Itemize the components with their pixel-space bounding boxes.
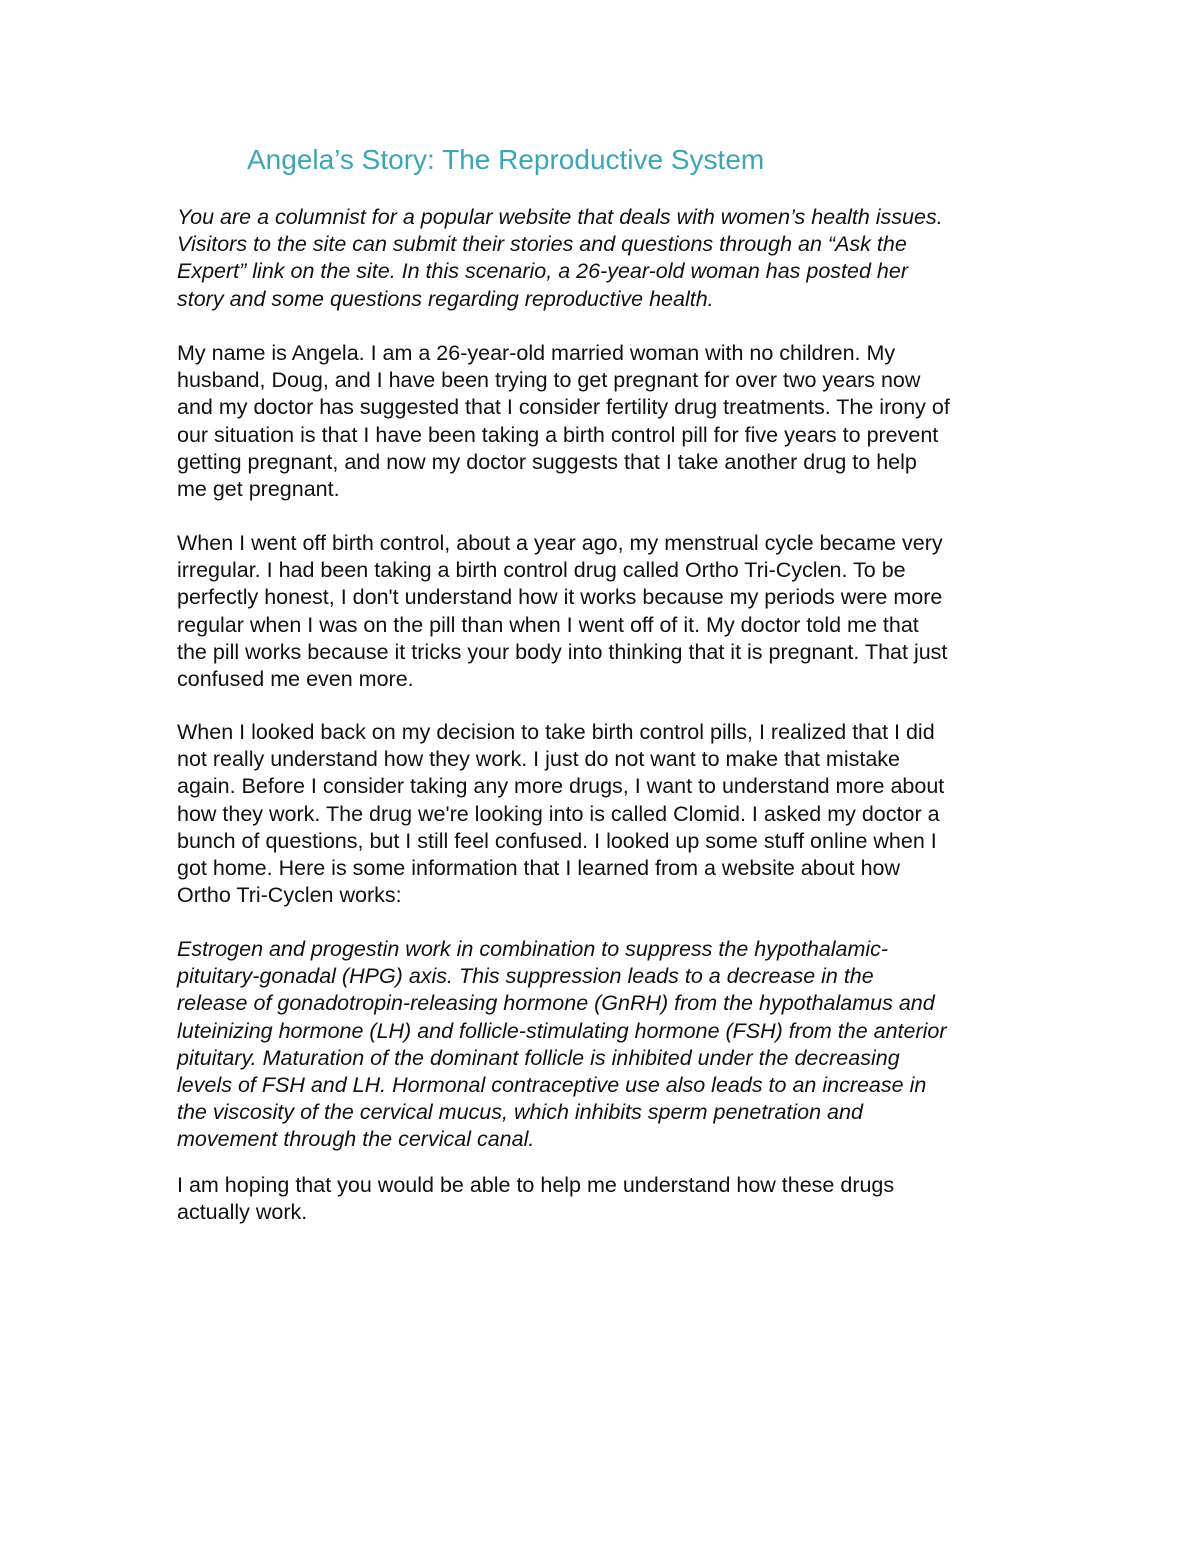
- text-line: pituitary. Maturation of the dominant follicle is inhibited under the decreasing: [177, 1045, 900, 1070]
- text-line: actually work.: [177, 1200, 308, 1225]
- text-line: Expert” link on the site. In this scenario, a 26-year-old woman has posted her: [177, 259, 908, 284]
- text-line: release of gonadotropin-releasing hormone (GnRH) from the hypothalamus and: [177, 991, 935, 1016]
- text-line: movement through the cervical canal.: [177, 1127, 535, 1152]
- text-line: the pill works because it tricks your body into thinking that it is pregnant. That just: [177, 639, 948, 664]
- text-line: husband, Doug, and I have been trying to get pregnant for over two years now: [177, 368, 921, 393]
- text-line: pituitary-gonadal (HPG) axis. This suppression leads to a decrease in the: [177, 964, 874, 989]
- text-line: Visitors to the site can submit their stories and questions through an “Ask the: [177, 232, 907, 257]
- text-line: When I looked back on my decision to take birth control pills, I realized that I did: [177, 720, 935, 744]
- text-line: our situation is that I have been taking a birth control pill for five years to prevent: [177, 422, 939, 447]
- text-line: irregular. I had been taking a birth control drug called Ortho Tri-Cyclen. To be: [177, 558, 906, 583]
- text-line: not really understand how they work. I just do not want to make that mistake: [177, 747, 901, 772]
- document-title: Angela’s Story: The Reproductive System: [247, 144, 765, 175]
- text-line: story and some questions regarding reproductive health.: [177, 286, 714, 311]
- intro-paragraph: [177, 204, 1037, 313]
- text-line: My name is Angela. I am a 26-year-old married woman with no children. My: [177, 341, 896, 365]
- quoted-information-paragraph: [177, 936, 1037, 1154]
- decision-paragraph: [177, 719, 1037, 909]
- angela-intro-paragraph: [177, 340, 1037, 503]
- text-line: You are a columnist for a popular website that deals with women’s health issues.: [177, 205, 943, 229]
- closing-paragraph: [177, 1172, 1037, 1226]
- text-line: confused me even more.: [177, 667, 414, 692]
- text-line: Ortho Tri-Cyclen works:: [177, 883, 402, 908]
- text-line: regular when I was on the pill than when I went off of it. My doctor told me that: [177, 612, 919, 637]
- text-line: again. Before I consider taking any more drugs, I want to understand more about: [177, 774, 945, 799]
- text-line: bunch of questions, but I still feel confused. I looked up some stuff online when I: [177, 828, 937, 853]
- text-line: I am hoping that you would be able to help me understand how these drugs: [177, 1173, 895, 1197]
- text-line: the viscosity of the cervical mucus, which inhibits sperm penetration and: [177, 1100, 863, 1125]
- text-line: levels of FSH and LH. Hormonal contraceptive use also leads to an increase in: [177, 1073, 927, 1098]
- text-line: Estrogen and progestin work in combination to suppress the hypothalamic-: [177, 937, 889, 961]
- text-line: luteinizing hormone (LH) and follicle-stimulating hormone (FSH) from the anterior: [177, 1018, 947, 1043]
- text-line: When I went off birth control, about a year ago, my menstrual cycle became very: [177, 531, 943, 555]
- text-line: me get pregnant.: [177, 477, 340, 502]
- text-line: and my doctor has suggested that I consider fertility drug treatments. The irony of: [177, 395, 950, 420]
- text-line: getting pregnant, and now my doctor suggests that I take another drug to help: [177, 449, 917, 474]
- birth-control-paragraph: [177, 530, 1037, 693]
- text-line: perfectly honest, I don't understand how it works because my periods were more: [177, 585, 943, 610]
- text-line: got home. Here is some information that I learned from a website about how: [177, 856, 901, 881]
- text-line: how they work. The drug we're looking into is called Clomid. I asked my doctor a: [177, 801, 940, 826]
